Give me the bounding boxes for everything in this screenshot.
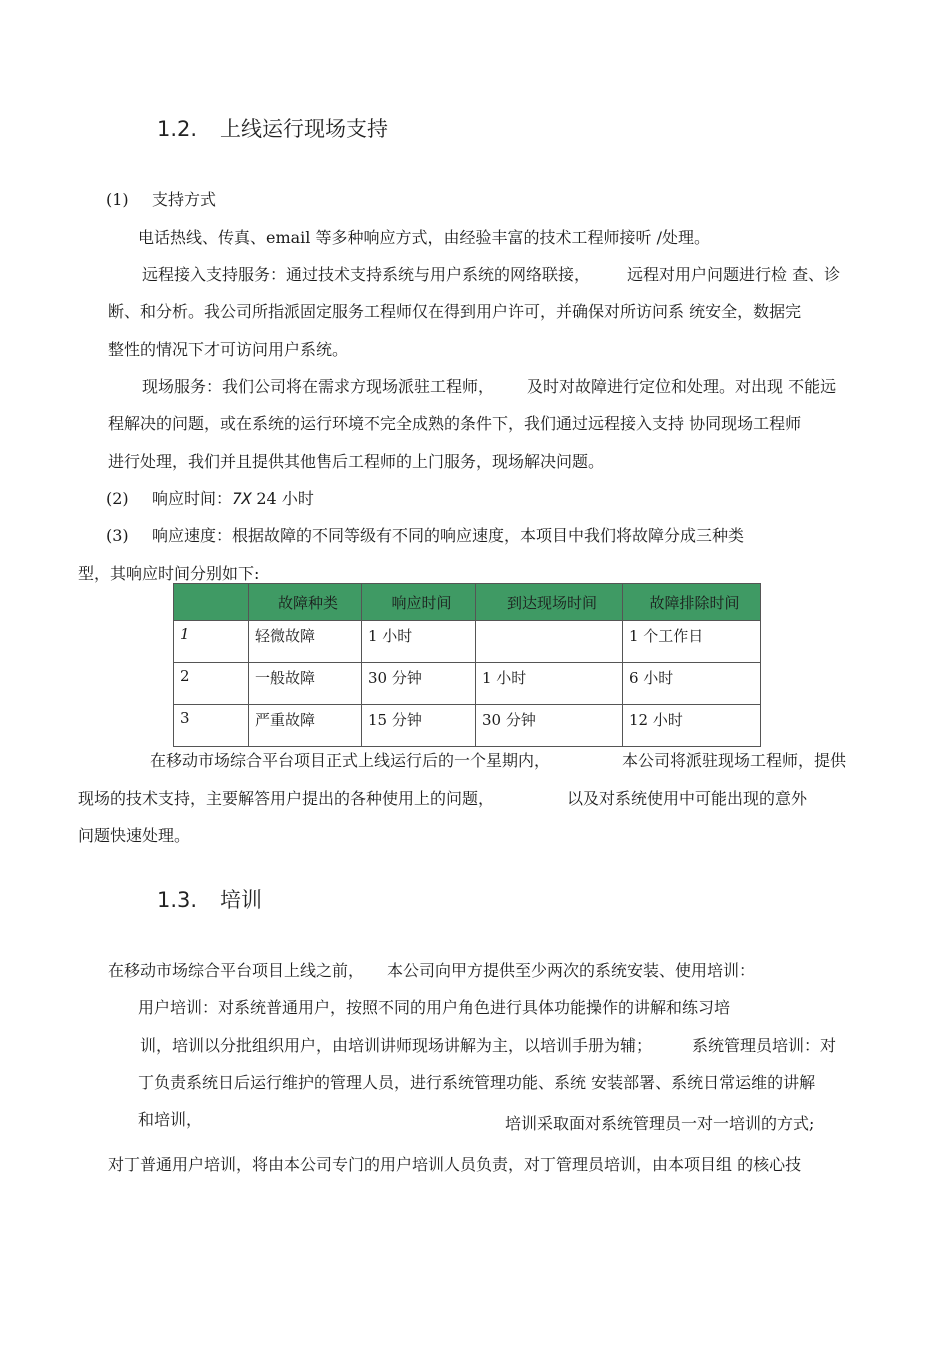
section-heading-1-2	[157, 117, 388, 142]
table-cell	[476, 621, 623, 663]
table-cell: 30 分钟	[476, 705, 623, 747]
item-1-marker: (1)	[106, 190, 129, 209]
table-cell: 1 小时	[476, 663, 623, 705]
table-row	[174, 621, 761, 663]
table-cell: 轻微故障	[249, 621, 362, 663]
user-training-line-3: 丁负责系统日后运行维护的管理人员，进行系统管理功能、系统 安装部署、系统日常运维的讲解	[138, 1073, 816, 1092]
table-header-cell: 响应时间	[362, 584, 476, 621]
table-header-cell: 故障排除时间	[623, 584, 761, 621]
table-cell: 3	[174, 705, 249, 747]
onsite-service-line-3: 进行处理，我们并且提供其他售后工程师的上门服务，现场解决问题。	[108, 452, 605, 471]
onsite-service-line-2: 程解决的问题，或在系统的运行环境不完全成熟的条件下，我们通过远程接入支持 协同现场工程师	[108, 414, 802, 433]
table-cell: 一般故障	[249, 663, 362, 705]
table-header-cell: 到达现场时间	[476, 584, 623, 621]
table-cell: 1 个工作日	[623, 621, 761, 663]
section-number: 1.2.	[157, 117, 198, 141]
training-responsibility-line: 对丁普通用户培训，将由本公司专门的用户培训人员负责，对丁管理员培训，由本项目组 的核心技	[108, 1155, 802, 1174]
user-training-line-4b: 培训采取面对系统管理员一对一培训的方式;	[505, 1114, 815, 1133]
item-2-marker: (2)	[106, 489, 129, 508]
item-1-title: 支持方式	[152, 190, 217, 209]
table-cell: 严重故障	[249, 705, 362, 747]
launch-support-line-1b: 本公司将派驻现场工程师，提供	[622, 751, 847, 770]
section-number: 1.3.	[157, 888, 198, 912]
user-training-line-2a: 训，培训以分批组织用户，由培训讲师现场讲解为主，以培训手册为辅；	[140, 1036, 653, 1055]
section-heading-1-3	[157, 888, 262, 913]
item-3-line-1: 响应速度：根据故障的不同等级有不同的响应速度，本项目中我们将故障分成三种类	[152, 526, 745, 545]
onsite-service-line-1a: 现场服务：我们公司将在需求方现场派驻工程师，	[142, 377, 495, 396]
table-cell: 2	[174, 663, 249, 705]
table-header-cell	[174, 584, 249, 621]
item-3-line-2: 型，其响应时间分别如下:	[78, 564, 260, 583]
remote-support-line-2: 断、和分析。我公司所指派固定服务工程师仅在得到用户许可，并确保对所访问系 统安全，数据完	[108, 302, 802, 321]
table-cell: 12 小时	[623, 705, 761, 747]
remote-support-line-3: 整性的情况下才可访问用户系统。	[108, 340, 349, 359]
section-title: 培训	[220, 888, 262, 912]
table-cell: 15 分钟	[362, 705, 476, 747]
item-2-value-a: 7X	[232, 489, 252, 508]
table-cell: 6 小时	[623, 663, 761, 705]
remote-support-line-1a: 远程接入支持服务：通过技术支持系统与用户系统的网络联接，	[142, 265, 591, 284]
table-cell: 1	[174, 621, 249, 663]
item-2-value-b: 24 小时	[251, 489, 314, 508]
launch-support-line-1a: 在移动市场综合平台项目正式上线运行后的一个星期内，	[150, 751, 551, 770]
table-row	[174, 705, 761, 747]
table-row	[174, 663, 761, 705]
table-cell: 30 分钟	[362, 663, 476, 705]
table-header-cell: 故障种类	[249, 584, 362, 621]
launch-support-line-2b: 以及对系统使用中可能出现的意外	[567, 789, 808, 808]
launch-support-line-3: 问题快速处理。	[78, 826, 191, 845]
launch-support-line-2a: 现场的技术支持，主要解答用户提出的各种使用上的问题，	[78, 789, 495, 808]
response-time-table	[173, 583, 761, 747]
user-training-line-2b: 系统管理员培训：对	[692, 1036, 837, 1055]
user-training-line-4a: 和培训，	[138, 1110, 203, 1129]
table-header-row	[174, 584, 761, 621]
training-intro-a: 在移动市场综合平台项目上线之前，	[108, 961, 365, 980]
item-2-line	[152, 489, 314, 508]
paragraph-contact-methods: 电话热线、传真、email 等多种响应方式，由经验丰富的技术工程师接听 /处理。	[138, 228, 710, 247]
item-3-marker: (3)	[106, 526, 129, 545]
remote-support-line-1b: 远程对用户问题进行检 查、诊	[627, 265, 841, 284]
user-training-line-1: 用户培训：对系统普通用户，按照不同的用户角色进行具体功能操作的讲解和练习培	[138, 998, 731, 1017]
onsite-service-line-1b: 及时对故障进行定位和处理。对出现 不能远	[527, 377, 837, 396]
section-title: 上线运行现场支持	[220, 117, 388, 141]
training-intro-b: 本公司向甲方提供至少两次的系统安装、使用培训：	[387, 961, 756, 980]
item-2-label: 响应时间：	[152, 489, 233, 508]
table-cell: 1 小时	[362, 621, 476, 663]
